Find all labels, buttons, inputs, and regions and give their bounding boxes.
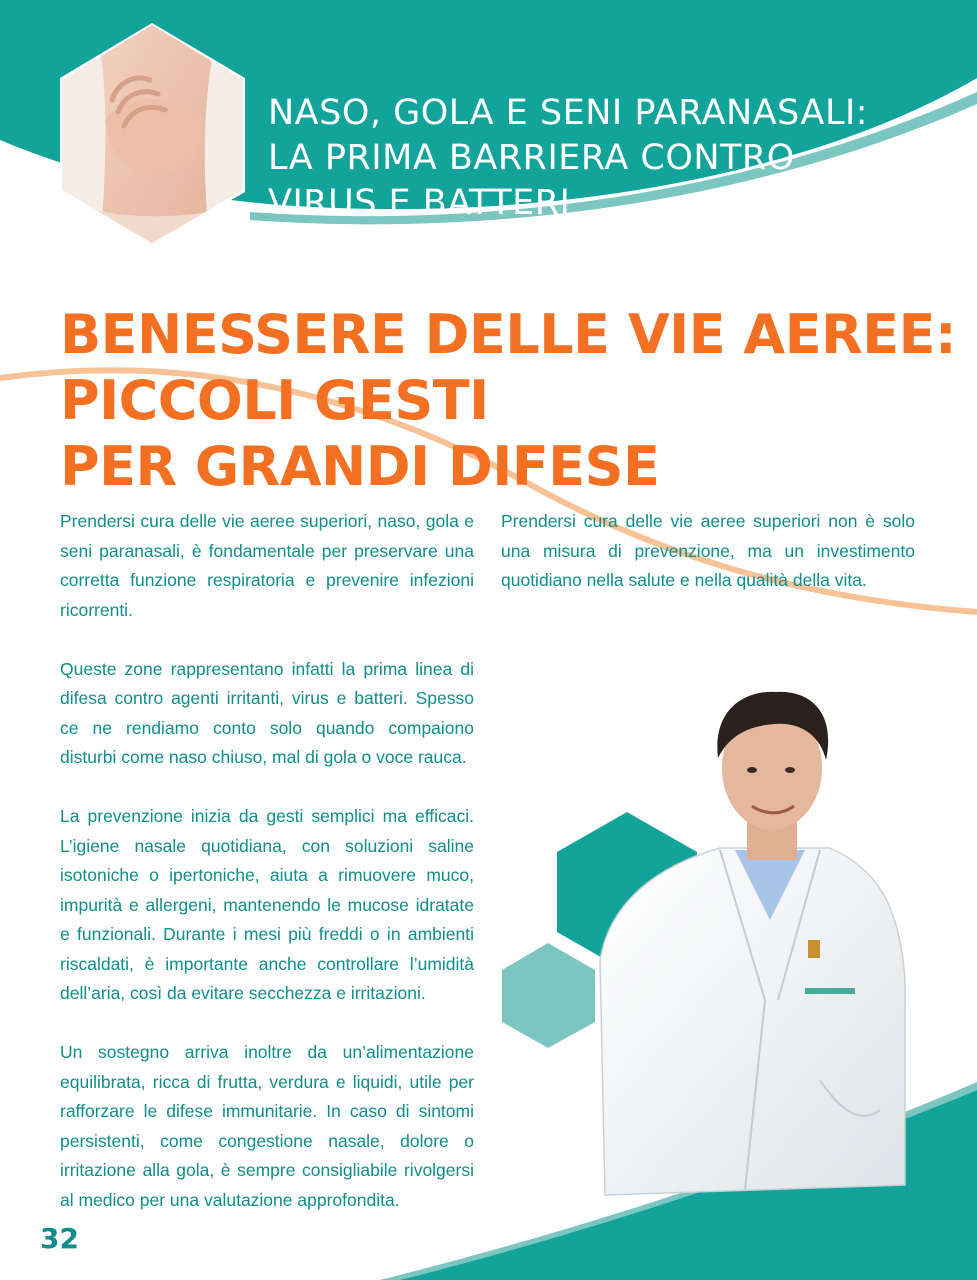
header-title bbox=[268, 91, 908, 226]
pharmacist-figure bbox=[600, 692, 905, 1195]
header-title-line: VIRUS E BATTERI bbox=[268, 183, 571, 224]
teal-hexagon-small bbox=[502, 943, 595, 1048]
right-column bbox=[501, 507, 915, 625]
paragraph: Prendersi cura delle vie aeree superiori, naso, gola e seni paranasali, è fondamentale per preservare una corretta funzione respiratoria e prevenire infezioni ricorrenti. bbox=[60, 511, 474, 620]
paragraph: La prevenzione inizia da gesti semplici ma efficaci. L’igiene nasale quotidiana, con soluzioni saline isotoniche o ipertoniche, aiuta a rimuovere muco, impurità e allergeni, mantenendo le mucose idratate e funzionali. Durante i mesi più freddi o in ambienti riscaldati, è importante anche controllare l’umidità dell’aria, così da evitare secchezza e irritazioni. bbox=[60, 806, 474, 1003]
header-title-line: NASO, GOLA E SENI PARANASALI: bbox=[268, 93, 869, 134]
paragraph: Queste zone rappresentano infatti la prima linea di difesa contro agenti irritanti, virus e batteri. Spesso ce ne rendiamo conto solo quando compaiono disturbi come naso chiuso, mal di gola o voce rauca. bbox=[60, 658, 474, 767]
page-number: 32 bbox=[40, 1222, 79, 1255]
header-title-line: LA PRIMA BARRIERA CONTRO bbox=[268, 138, 795, 179]
main-heading-line: PER GRANDI DIFESE bbox=[60, 435, 660, 499]
main-heading-line: BENESSERE DELLE VIE AEREE: bbox=[60, 303, 957, 367]
paragraph: Prendersi cura delle vie aeree superiori non è solo una misura di prevenzione, ma un investimento quotidiano nella salute e nella qualità della vita. bbox=[501, 511, 915, 590]
main-heading bbox=[60, 302, 957, 500]
paragraph: Un sostegno arriva inoltre da un’alimentazione equilibrata, ricca di frutta, verdura e liquidi, utile per rafforzare le difese immunitarie. In caso di sintomi persistenti, come congestione nasale, dolore o irritazione alla gola, è sempre consigliabile rivolgersi al medico per una valutazione approfondita. bbox=[60, 1042, 474, 1210]
main-heading-line: PICCOLI GESTI bbox=[60, 369, 489, 433]
left-column bbox=[60, 507, 474, 1245]
